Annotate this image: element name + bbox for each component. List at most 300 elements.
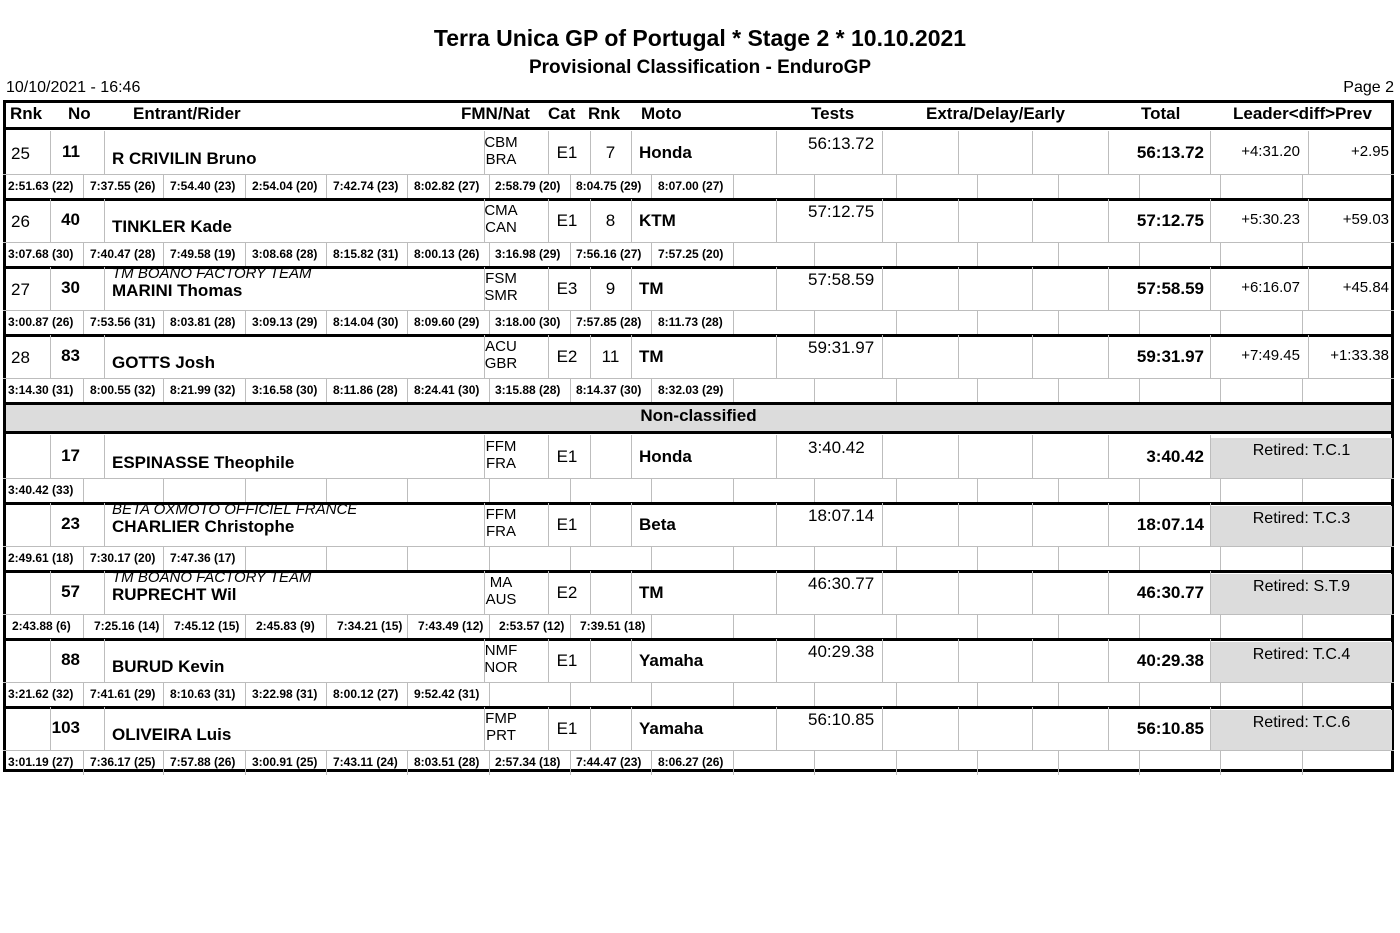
column-divider bbox=[590, 435, 591, 478]
fmn: FFM bbox=[485, 438, 517, 455]
fmn: NMF bbox=[484, 642, 518, 659]
split-divider bbox=[489, 547, 490, 571]
bib-number: 83 bbox=[61, 346, 80, 365]
split-divider bbox=[814, 243, 815, 267]
tests-time: 18:07.14 bbox=[808, 506, 875, 525]
split-divider bbox=[326, 547, 327, 571]
test-split-time: 2:49.61 (18) bbox=[8, 551, 74, 565]
row-divider bbox=[3, 750, 1394, 751]
motorcycle: Honda bbox=[639, 143, 692, 162]
column-divider bbox=[1032, 571, 1033, 614]
category: E2 bbox=[556, 347, 578, 366]
split-divider bbox=[1302, 479, 1303, 503]
column-divider bbox=[590, 571, 591, 614]
column-divider bbox=[104, 199, 105, 242]
split-divider bbox=[489, 479, 490, 503]
rank: 25 bbox=[11, 144, 30, 163]
split-divider bbox=[651, 547, 652, 571]
row-divider bbox=[3, 682, 1394, 683]
rider-name: RUPRECHT Wil bbox=[112, 585, 237, 604]
total-time: 57:58.59 bbox=[1136, 279, 1204, 298]
fmn: CBM bbox=[484, 134, 518, 151]
bib-number: 11 bbox=[62, 142, 80, 161]
column-divider bbox=[104, 435, 105, 478]
split-divider bbox=[1220, 175, 1221, 199]
test-split-time: 7:30.17 (20) bbox=[90, 551, 156, 565]
test-split-time: 8:03.81 (28) bbox=[170, 315, 236, 329]
split-divider bbox=[733, 243, 734, 267]
team-name: TM BOANO FACTORY TEAM bbox=[112, 569, 312, 586]
split-divider bbox=[1220, 243, 1221, 267]
col-tests: Tests bbox=[811, 104, 855, 123]
split-divider bbox=[1139, 751, 1140, 775]
rider-block-divider bbox=[3, 706, 1394, 709]
retired-status: Retired: T.C.4 bbox=[1252, 646, 1351, 663]
category-rank: 7 bbox=[605, 143, 616, 162]
split-divider bbox=[245, 615, 246, 639]
document-subtitle: Provisional Classification - EnduroGP bbox=[528, 57, 872, 78]
split-divider bbox=[326, 311, 327, 335]
split-divider bbox=[570, 615, 571, 639]
col-moto: Moto bbox=[641, 104, 682, 123]
split-divider bbox=[814, 479, 815, 503]
team-name: BETA OXMOTO OFFICIEL FRANCE bbox=[112, 501, 358, 518]
rider-block-divider bbox=[3, 638, 1394, 641]
motorcycle: TM bbox=[639, 279, 664, 298]
test-split-time: 7:57.88 (26) bbox=[170, 755, 236, 769]
prev-diff: +1:33.38 bbox=[1330, 347, 1389, 364]
column-divider bbox=[882, 503, 883, 546]
category-rank: 8 bbox=[605, 211, 616, 230]
total-time: 40:29.38 bbox=[1136, 651, 1204, 670]
test-split-time: 7:53.56 (31) bbox=[90, 315, 156, 329]
column-divider bbox=[104, 267, 105, 310]
nationality: BRA bbox=[485, 151, 517, 168]
split-divider bbox=[245, 243, 246, 267]
split-divider bbox=[489, 175, 490, 199]
test-split-time: 8:24.41 (30) bbox=[414, 383, 480, 397]
column-divider bbox=[958, 335, 959, 378]
test-split-time: 3:21.62 (32) bbox=[8, 687, 74, 701]
motorcycle: TM bbox=[639, 347, 664, 366]
fmn: CMA bbox=[484, 202, 518, 219]
split-divider bbox=[489, 379, 490, 403]
test-split-time: 2:45.83 (9) bbox=[256, 619, 315, 633]
fmn: FSM bbox=[485, 270, 517, 287]
column-divider bbox=[776, 435, 777, 478]
section-divider bbox=[3, 431, 1394, 434]
split-divider bbox=[814, 751, 815, 775]
total-time: 18:07.14 bbox=[1136, 515, 1204, 534]
fmn: FFM bbox=[485, 506, 517, 523]
split-divider bbox=[896, 311, 897, 335]
split-divider bbox=[1302, 683, 1303, 707]
category: E1 bbox=[556, 211, 578, 230]
column-divider bbox=[958, 267, 959, 310]
test-split-time: 7:57.25 (20) bbox=[658, 247, 724, 261]
split-divider bbox=[1139, 479, 1140, 503]
split-divider bbox=[814, 547, 815, 571]
column-divider bbox=[776, 131, 777, 174]
row-divider bbox=[3, 242, 1394, 243]
split-divider bbox=[1220, 379, 1221, 403]
split-divider bbox=[1220, 479, 1221, 503]
split-divider bbox=[814, 683, 815, 707]
split-divider bbox=[977, 243, 978, 267]
split-divider bbox=[163, 479, 164, 503]
split-divider bbox=[733, 615, 734, 639]
test-split-time: 2:51.63 (22) bbox=[8, 179, 74, 193]
nationality: NOR bbox=[484, 659, 518, 676]
split-divider bbox=[1220, 547, 1221, 571]
split-divider bbox=[1139, 243, 1140, 267]
test-split-time: 7:43.49 (12) bbox=[418, 619, 484, 633]
split-divider bbox=[163, 379, 164, 403]
test-split-time: 8:14.04 (30) bbox=[333, 315, 399, 329]
column-divider bbox=[1032, 267, 1033, 310]
split-divider bbox=[407, 547, 408, 571]
split-divider bbox=[651, 311, 652, 335]
column-divider bbox=[1032, 335, 1033, 378]
column-divider bbox=[1032, 131, 1033, 174]
column-divider bbox=[882, 639, 883, 682]
rank: 27 bbox=[11, 280, 30, 299]
column-divider bbox=[631, 571, 632, 614]
test-split-time: 8:11.73 (28) bbox=[658, 315, 723, 329]
total-time: 56:10.85 bbox=[1136, 719, 1204, 738]
split-divider bbox=[326, 243, 327, 267]
split-divider bbox=[326, 479, 327, 503]
split-divider bbox=[733, 751, 734, 775]
test-split-time: 7:47.36 (17) bbox=[170, 551, 236, 565]
split-divider bbox=[977, 615, 978, 639]
split-divider bbox=[570, 175, 571, 199]
test-split-time: 2:58.79 (20) bbox=[495, 179, 561, 193]
test-split-time: 8:10.63 (31) bbox=[170, 687, 236, 701]
test-split-time: 8:32.03 (29) bbox=[658, 383, 724, 397]
split-divider bbox=[814, 379, 815, 403]
split-divider bbox=[1302, 547, 1303, 571]
split-divider bbox=[245, 479, 246, 503]
split-divider bbox=[163, 683, 164, 707]
test-split-time: 7:43.11 (24) bbox=[333, 755, 398, 769]
print-datetime: 10/10/2021 - 16:46 bbox=[6, 79, 141, 96]
test-split-time: 8:00.12 (27) bbox=[333, 687, 399, 701]
column-divider bbox=[1032, 503, 1033, 546]
leader-diff: +5:30.23 bbox=[1241, 211, 1300, 228]
split-divider bbox=[733, 547, 734, 571]
column-divider bbox=[958, 435, 959, 478]
split-divider bbox=[977, 547, 978, 571]
split-divider bbox=[570, 751, 571, 775]
category: E1 bbox=[556, 143, 578, 162]
split-divider bbox=[489, 243, 490, 267]
page-number: Page 2 bbox=[1343, 79, 1394, 96]
col-no: No bbox=[68, 104, 91, 123]
column-divider bbox=[104, 131, 105, 174]
nationality: FRA bbox=[486, 455, 516, 472]
test-split-time: 3:07.68 (30) bbox=[8, 247, 74, 261]
column-divider bbox=[590, 503, 591, 546]
split-divider bbox=[326, 615, 327, 639]
test-split-time: 3:16.58 (30) bbox=[252, 383, 318, 397]
row-divider bbox=[3, 310, 1394, 311]
column-divider bbox=[631, 639, 632, 682]
split-divider bbox=[83, 683, 84, 707]
split-divider bbox=[896, 683, 897, 707]
column-divider bbox=[958, 571, 959, 614]
column-divider bbox=[958, 639, 959, 682]
test-split-time: 3:15.88 (28) bbox=[495, 383, 561, 397]
test-split-time: 7:44.47 (23) bbox=[576, 755, 642, 769]
rider-name: MARINI Thomas bbox=[112, 281, 243, 300]
retired-status: Retired: T.C.6 bbox=[1252, 714, 1351, 731]
test-split-time: 8:06.27 (26) bbox=[658, 755, 724, 769]
test-split-time: 3:18.00 (30) bbox=[495, 315, 561, 329]
total-time: 59:31.97 bbox=[1136, 347, 1204, 366]
test-split-time: 7:54.40 (23) bbox=[170, 179, 236, 193]
tests-time: 57:12.75 bbox=[808, 202, 875, 221]
test-split-time: 8:15.82 (31) bbox=[333, 247, 399, 261]
nonclassified-heading: Non-classified bbox=[640, 406, 757, 425]
column-divider bbox=[590, 707, 591, 750]
column-divider bbox=[631, 435, 632, 478]
bib-number: 30 bbox=[61, 278, 80, 297]
nationality: CAN bbox=[485, 219, 517, 236]
column-divider bbox=[882, 707, 883, 750]
split-divider bbox=[977, 175, 978, 199]
split-divider bbox=[977, 379, 978, 403]
split-divider bbox=[814, 175, 815, 199]
col-total: Total bbox=[1141, 104, 1181, 123]
split-divider bbox=[1302, 615, 1303, 639]
rider-block-divider bbox=[3, 334, 1394, 337]
tests-time: 56:10.85 bbox=[808, 710, 875, 729]
col-entrant-rider: Entrant/Rider bbox=[133, 104, 241, 123]
test-split-time: 3:00.91 (25) bbox=[252, 755, 318, 769]
rider-name: TINKLER Kade bbox=[112, 217, 232, 236]
split-divider bbox=[1302, 751, 1303, 775]
split-divider bbox=[977, 311, 978, 335]
column-divider bbox=[776, 503, 777, 546]
split-divider bbox=[1302, 175, 1303, 199]
split-divider bbox=[1220, 751, 1221, 775]
split-divider bbox=[83, 751, 84, 775]
column-divider bbox=[958, 503, 959, 546]
fmn: FMP bbox=[485, 710, 517, 727]
split-divider bbox=[896, 479, 897, 503]
retired-status: Retired: S.T.9 bbox=[1253, 578, 1350, 595]
total-time: 46:30.77 bbox=[1136, 583, 1204, 602]
split-divider bbox=[814, 615, 815, 639]
test-split-time: 8:04.75 (29) bbox=[576, 179, 642, 193]
row-divider bbox=[3, 378, 1394, 379]
column-divider bbox=[882, 335, 883, 378]
rank: 26 bbox=[11, 212, 30, 231]
test-split-time: 3:09.13 (29) bbox=[252, 315, 318, 329]
split-divider bbox=[733, 175, 734, 199]
test-split-time: 8:09.60 (29) bbox=[414, 315, 480, 329]
nationality: PRT bbox=[486, 727, 516, 744]
leader-diff: +4:31.20 bbox=[1241, 143, 1300, 160]
column-divider bbox=[882, 199, 883, 242]
split-divider bbox=[1139, 615, 1140, 639]
column-divider bbox=[958, 199, 959, 242]
split-divider bbox=[814, 311, 815, 335]
tests-time: 46:30.77 bbox=[808, 574, 875, 593]
nationality: AUS bbox=[485, 591, 517, 608]
split-divider bbox=[570, 379, 571, 403]
split-divider bbox=[83, 175, 84, 199]
total-time: 56:13.72 bbox=[1136, 143, 1204, 162]
split-divider bbox=[83, 243, 84, 267]
tests-time: 57:58.59 bbox=[808, 270, 875, 289]
tests-time: 3:40.42 bbox=[808, 438, 865, 457]
rider-name: GOTTS Josh bbox=[112, 353, 215, 372]
test-split-time: 3:14.30 (31) bbox=[8, 383, 74, 397]
retired-status: Retired: T.C.1 bbox=[1252, 442, 1351, 459]
split-divider bbox=[1058, 615, 1059, 639]
test-split-time: 8:00.55 (32) bbox=[90, 383, 156, 397]
document-title: Terra Unica GP of Portugal * Stage 2 * 10.10.2021 bbox=[433, 25, 967, 51]
row-divider bbox=[3, 546, 1394, 547]
split-divider bbox=[407, 311, 408, 335]
split-divider bbox=[733, 683, 734, 707]
column-divider bbox=[776, 267, 777, 310]
motorcycle: Yamaha bbox=[639, 719, 704, 738]
split-divider bbox=[896, 547, 897, 571]
column-divider bbox=[882, 571, 883, 614]
split-divider bbox=[570, 547, 571, 571]
prev-diff: +59.03 bbox=[1342, 211, 1389, 228]
test-split-time: 7:56.16 (27) bbox=[576, 247, 642, 261]
test-split-time: 7:42.74 (23) bbox=[333, 179, 399, 193]
test-split-time: 2:43.88 (6) bbox=[12, 619, 71, 633]
split-divider bbox=[407, 479, 408, 503]
split-divider bbox=[489, 615, 490, 639]
column-divider bbox=[104, 571, 105, 614]
column-divider bbox=[776, 571, 777, 614]
split-divider bbox=[1058, 243, 1059, 267]
split-divider bbox=[896, 751, 897, 775]
motorcycle: Beta bbox=[639, 515, 676, 534]
tests-time: 40:29.38 bbox=[808, 642, 875, 661]
rider-name: R CRIVILIN Bruno bbox=[112, 149, 257, 168]
column-divider bbox=[104, 639, 105, 682]
split-divider bbox=[1302, 243, 1303, 267]
split-divider bbox=[326, 175, 327, 199]
test-split-time: 7:25.16 (14) bbox=[94, 619, 160, 633]
category-rank: 11 bbox=[601, 347, 620, 366]
split-divider bbox=[896, 243, 897, 267]
test-split-time: 8:14.37 (30) bbox=[576, 383, 642, 397]
split-divider bbox=[651, 479, 652, 503]
tests-time: 59:31.97 bbox=[808, 338, 875, 357]
test-split-time: 8:00.13 (26) bbox=[414, 247, 480, 261]
category: E1 bbox=[556, 651, 578, 670]
test-split-time: 8:21.99 (32) bbox=[170, 383, 236, 397]
split-divider bbox=[1139, 311, 1140, 335]
split-divider bbox=[489, 683, 490, 707]
split-divider bbox=[83, 479, 84, 503]
column-divider bbox=[776, 707, 777, 750]
column-divider bbox=[882, 267, 883, 310]
total-time: 57:12.75 bbox=[1136, 211, 1204, 230]
split-divider bbox=[489, 311, 490, 335]
split-divider bbox=[407, 683, 408, 707]
category: E3 bbox=[556, 279, 578, 298]
column-divider bbox=[631, 199, 632, 242]
rider-name: BURUD Kevin bbox=[112, 657, 225, 676]
category: E1 bbox=[556, 515, 578, 534]
category-rank: 9 bbox=[605, 279, 616, 298]
column-divider bbox=[776, 335, 777, 378]
category: E2 bbox=[556, 583, 578, 602]
row-divider bbox=[3, 174, 1394, 175]
split-divider bbox=[1139, 683, 1140, 707]
column-divider bbox=[631, 267, 632, 310]
test-split-time: 7:34.21 (15) bbox=[337, 619, 403, 633]
column-divider bbox=[882, 131, 883, 174]
split-divider bbox=[245, 175, 246, 199]
column-divider bbox=[631, 503, 632, 546]
split-divider bbox=[407, 751, 408, 775]
split-divider bbox=[83, 379, 84, 403]
test-split-time: 3:16.98 (29) bbox=[495, 247, 561, 261]
leader-diff: +6:16.07 bbox=[1241, 279, 1300, 296]
category: E1 bbox=[556, 447, 578, 466]
category: E1 bbox=[556, 719, 578, 738]
split-divider bbox=[245, 683, 246, 707]
split-divider bbox=[245, 547, 246, 571]
split-divider bbox=[977, 683, 978, 707]
col-extra-delay-early: Extra/Delay/Early bbox=[926, 104, 1065, 123]
split-divider bbox=[163, 547, 164, 571]
split-divider bbox=[1220, 311, 1221, 335]
test-split-time: 8:07.00 (27) bbox=[658, 179, 724, 193]
split-divider bbox=[83, 547, 84, 571]
bib-number: 103 bbox=[51, 718, 80, 737]
test-split-time: 2:53.57 (12) bbox=[499, 619, 565, 633]
column-divider bbox=[776, 639, 777, 682]
nationality: SMR bbox=[484, 287, 518, 304]
fmn: MA bbox=[489, 574, 513, 591]
split-divider bbox=[163, 175, 164, 199]
rider-name: OLIVEIRA Luis bbox=[112, 725, 232, 744]
split-divider bbox=[1058, 311, 1059, 335]
split-divider bbox=[407, 175, 408, 199]
bib-number: 17 bbox=[61, 446, 80, 465]
test-split-time: 7:39.51 (18) bbox=[580, 619, 646, 633]
column-divider bbox=[104, 335, 105, 378]
col-rnk: Rnk bbox=[10, 104, 43, 123]
row-divider bbox=[3, 478, 1394, 479]
split-divider bbox=[1139, 547, 1140, 571]
nationality: GBR bbox=[484, 355, 518, 372]
test-split-time: 8:03.51 (28) bbox=[414, 755, 480, 769]
split-divider bbox=[1058, 175, 1059, 199]
split-divider bbox=[1058, 479, 1059, 503]
column-divider bbox=[958, 707, 959, 750]
split-divider bbox=[83, 615, 84, 639]
split-divider bbox=[1302, 379, 1303, 403]
split-divider bbox=[896, 175, 897, 199]
test-split-time: 3:22.98 (31) bbox=[252, 687, 318, 701]
split-divider bbox=[1139, 379, 1140, 403]
split-divider bbox=[489, 751, 490, 775]
split-divider bbox=[896, 615, 897, 639]
column-divider bbox=[590, 639, 591, 682]
